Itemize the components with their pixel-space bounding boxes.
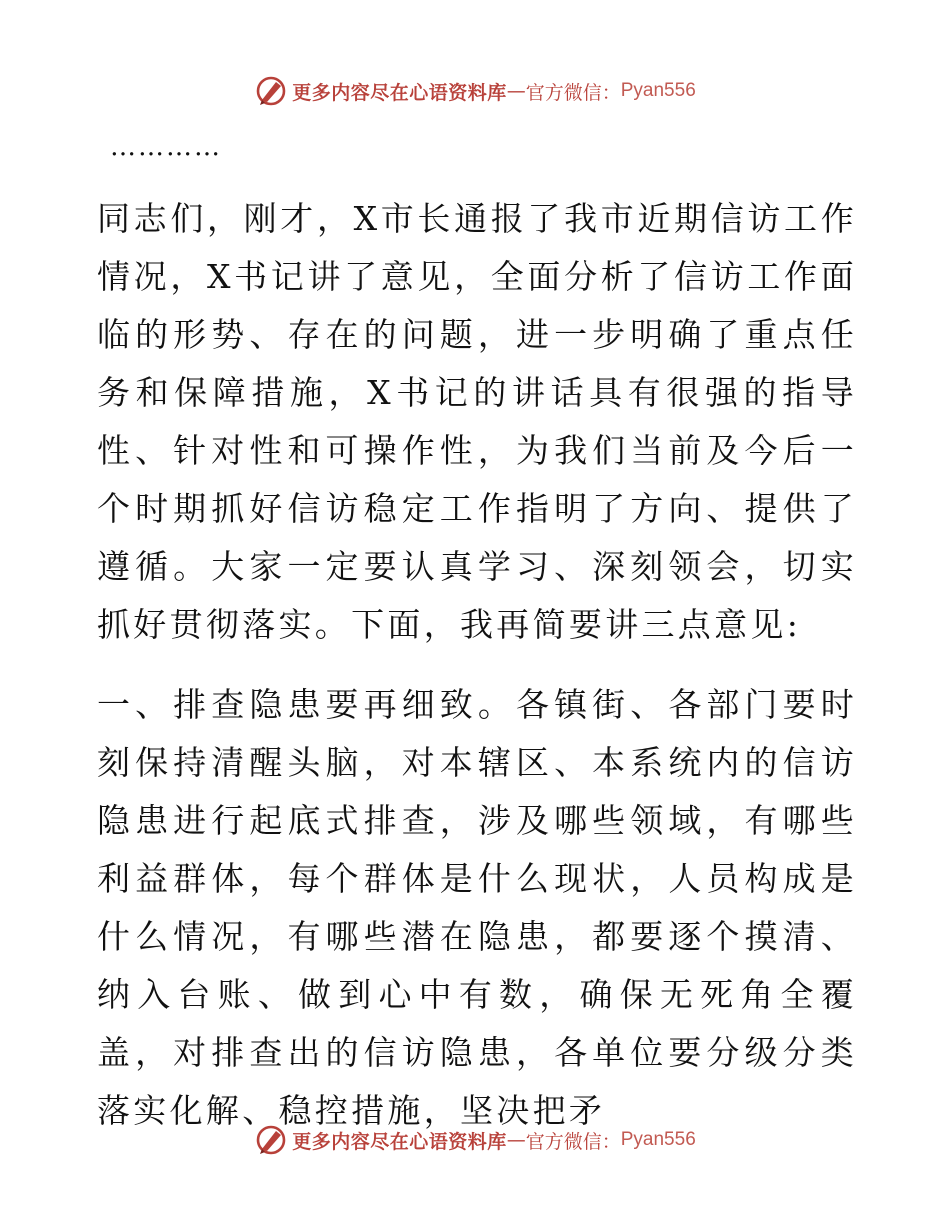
banner-wechat-id: Pyan556 — [620, 80, 696, 101]
banner-wechat-label: 官方微信： — [525, 1130, 621, 1153]
banner-wechat-label: 官方微信： — [525, 81, 621, 104]
banner-separator: — — [506, 1129, 526, 1151]
banner-brand: 更多内容尽在心语资料库 — [292, 1130, 507, 1153]
ellipsis-marker: ………… — [110, 132, 222, 162]
pen-logo-icon — [254, 1123, 288, 1157]
paragraph-section-one: 一、排查隐患要再细致。各镇街、各部门要时刻保持清醒头脑，对本辖区、本系统内的信访隐患进行起底式排查，涉及哪些领域，有哪些利益群体，每个群体是什么现状，人员构成是什么情况，有哪些潜在隐患，都要逐个摸清、纳入台账、做到心中有数，确保无死角全覆盖，对排查出的信访隐患，各单位要分级分类落实化解、稳控措施，坚决把矛 — [97, 685, 857, 1130]
header-banner — [0, 71, 950, 111]
footer-banner — [0, 1120, 950, 1160]
pen-logo-icon — [254, 74, 288, 108]
paragraph-intro: 同志们，刚才，X市长通报了我市近期信访工作情况，X书记讲了意见，全面分析了信访工作面临的形势、存在的问题，进一步明确了重点任务和保障措施，X书记的讲话具有很强的指导性、针对性和可操作性，为我们当前及今后一个时期抓好信访稳定工作指明了方向、提供了遵循。大家一定要认真学习、深刻领会，切实抓好贯彻落实。下面，我再简要讲三点意见: — [97, 199, 857, 644]
banner-wechat-id: Pyan556 — [620, 1129, 696, 1150]
banner-brand: 更多内容尽在心语资料库 — [292, 81, 507, 104]
banner-separator: — — [506, 80, 526, 102]
